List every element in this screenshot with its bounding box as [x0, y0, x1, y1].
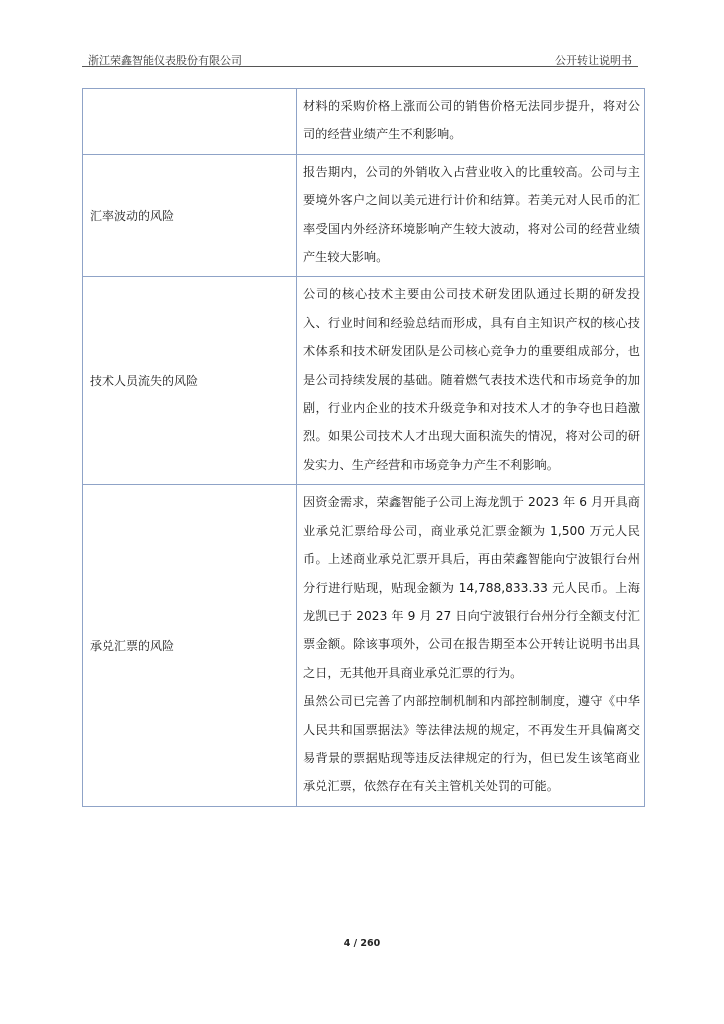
risk-label: 承兑汇票的风险	[83, 485, 297, 806]
table-row	[83, 277, 645, 485]
risk-description	[297, 485, 645, 806]
page-number: 4 / 260	[343, 938, 381, 949]
table-row	[83, 154, 645, 277]
risk-description	[297, 277, 645, 485]
header-divider	[82, 66, 638, 67]
header-document-title: 公开转让说明书	[555, 54, 632, 67]
risk-paragraph: 材料的采购价格上涨而公司的销售价格无法同步提升，将对公司的经营业绩产生不利影响。	[303, 99, 640, 142]
risk-description	[297, 89, 645, 155]
risk-paragraph: 因资金需求，荣鑫智能子公司上海龙凯于 2023 年 6 月开具商业承兑汇票给母公司，商业承兑汇票金额为 1,500 万元人民币。上述商业承兑汇票开具后，再由荣鑫智能向宁波银行台州分行进行贴现，贴现金额为 14,788,833.33 元人民币。上海龙凯已于 2023 年 9 月 27 日向宁波银行台州分行全额支付汇票金额。除该事项外，公司在报告期至本公开转让说明书出具之日，无其他开具商业承兑汇票的行为。	[303, 495, 640, 680]
risk-paragraph: 报告期内，公司的外销收入占营业收入的比重较高。公司与主要境外客户之间以美元进行计价和结算。若美元对人民币的汇率受国内外经济环境影响产生较大波动，将对公司的经营业绩产生较大影响。	[303, 164, 640, 265]
table-row	[83, 485, 645, 806]
table-row	[83, 89, 645, 155]
risk-paragraph: 虽然公司已完善了内部控制机制和内部控制制度，遵守《中华人民共和国票据法》等法律法规的规定，不再发生开具偏离交易背景的票据贴现等违反法律规定的行为，但已发生该笔商业承兑汇票，依然存在有关主管机关处罚的可能。	[303, 694, 640, 794]
risk-label: 汇率波动的风险	[83, 154, 297, 277]
risk-label: 技术人员流失的风险	[83, 277, 297, 485]
risk-paragraph: 公司的核心技术主要由公司技术研发团队通过长期的研发投入、行业时间和经验总结而形成，具有自主知识产权的核心技术体系和技术研发团队是公司核心竞争力的重要组成部分，也是公司持续发展的基础。随着燃气表技术迭代和市场竞争的加剧，行业内企业的技术升级竞争和对技术人才的争夺也日趋激烈。如果公司技术人才出现大面积流失的情况，将对公司的研发实力、生产经营和市场竞争力产生不利影响。	[303, 287, 640, 472]
page-header	[82, 50, 638, 66]
risk-description	[297, 154, 645, 277]
header-company-name: 浙江荣鑫智能仪表股份有限公司	[88, 54, 242, 67]
risk-label	[83, 89, 297, 155]
risk-table	[82, 88, 645, 807]
